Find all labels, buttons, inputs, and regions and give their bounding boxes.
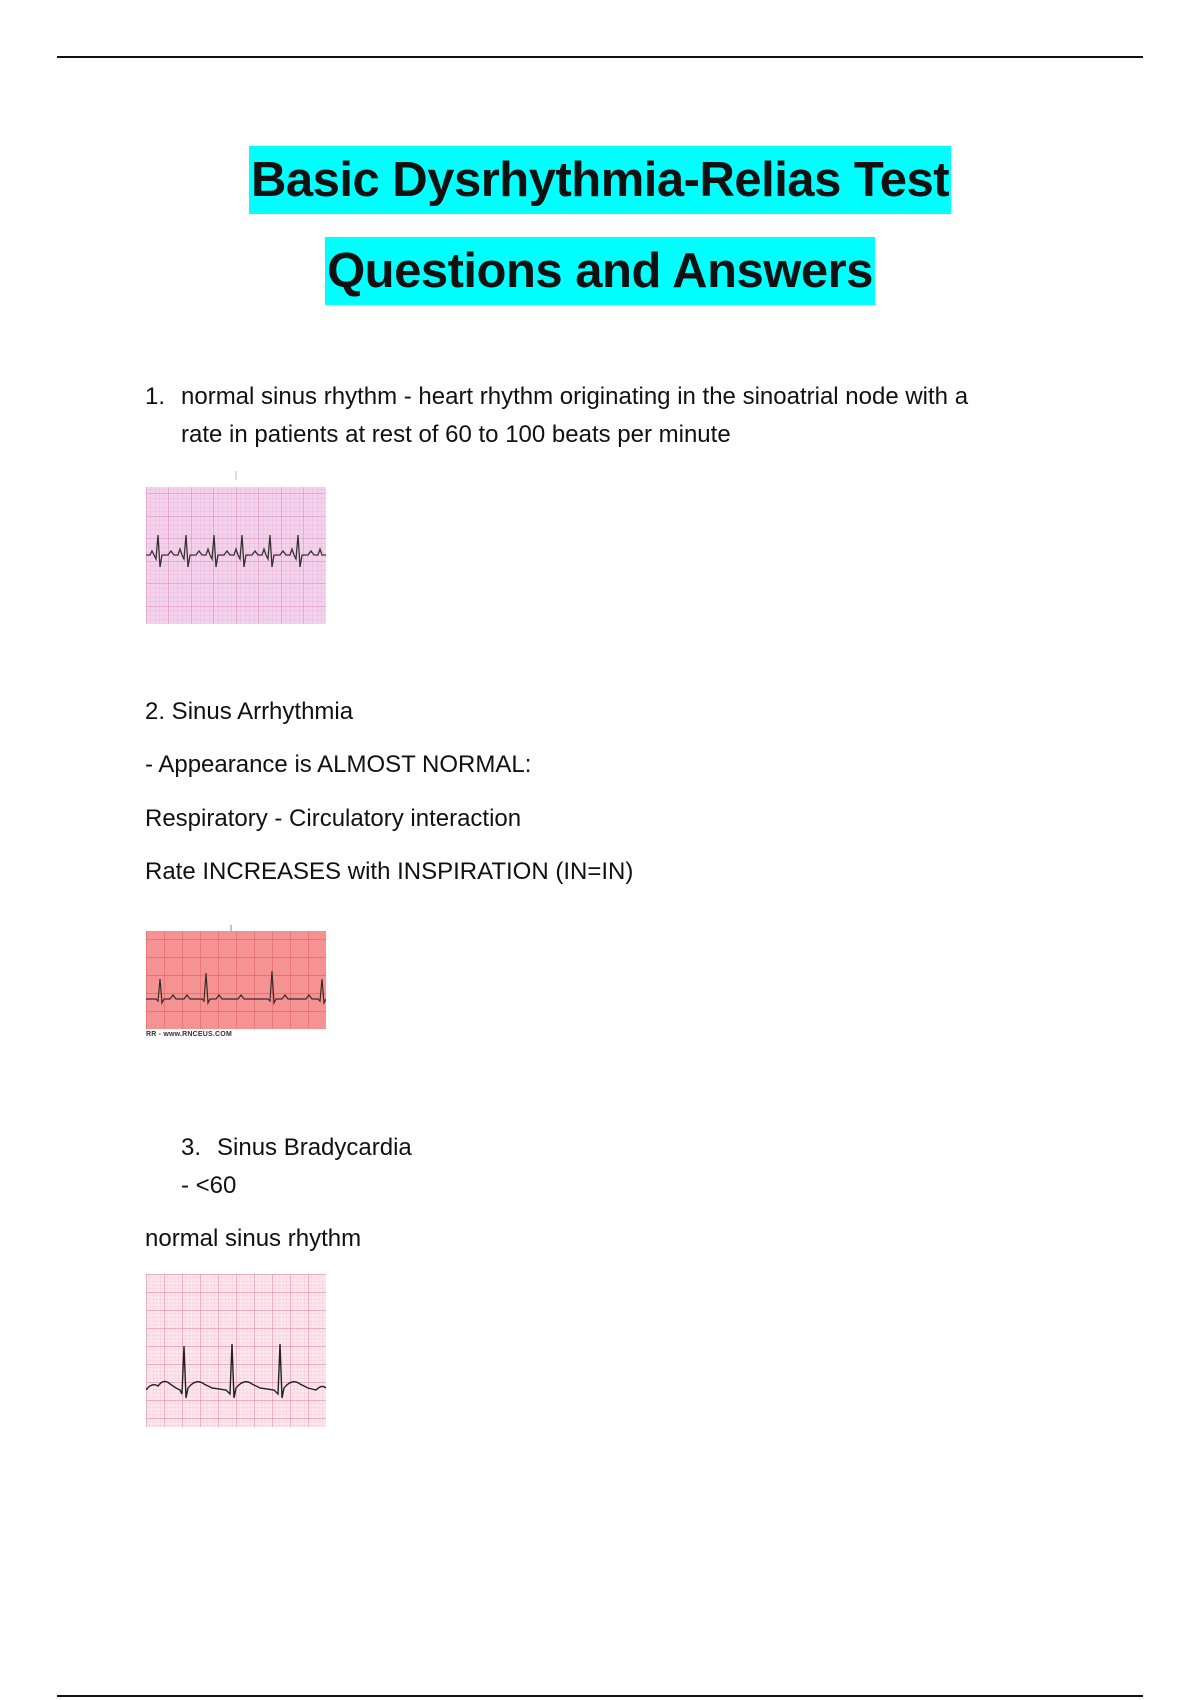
page-title-part-2: Questions and Answers <box>325 237 875 305</box>
item-3-number: 3. <box>181 1134 202 1161</box>
footer-rule <box>57 1695 1143 1697</box>
item-3-line-1: - <60 <box>181 1172 237 1199</box>
item-2-heading: 2. Sinus Arrhythmia <box>145 698 354 725</box>
ecg-strip-normal-sinus-icon <box>146 471 326 624</box>
item-2-line-3: Rate INCREASES with INSPIRATION (IN=IN) <box>145 858 634 885</box>
ecg-strip-sinus-bradycardia-icon <box>146 1274 326 1427</box>
item-1-number: 1. <box>145 383 166 410</box>
strip-caption: RR - www.RNCEUS.COM <box>146 1031 232 1038</box>
item-3-heading-line <box>181 1129 412 1167</box>
title-line-1 <box>0 146 1200 214</box>
item-2-line-2: Respiratory - Circulatory interaction <box>145 805 522 832</box>
item-3-line-2: normal sinus rhythm <box>145 1225 362 1252</box>
item-1-text-2: rate in patients at rest of 60 to 100 beats per minute <box>181 421 731 448</box>
item-2-line-1: - Appearance is ALMOST NORMAL: <box>145 751 532 778</box>
title-line-2 <box>0 237 1200 305</box>
item-1-line-1 <box>145 378 968 416</box>
item-1-text-1: normal sinus rhythm - heart rhythm originating in the sinoatrial node with a <box>181 383 969 410</box>
header-rule <box>57 56 1143 58</box>
item-3-heading: Sinus Bradycardia <box>217 1134 412 1161</box>
ecg-strip-sinus-arrhythmia-icon <box>146 921 326 1029</box>
page-title-part-1: Basic Dysrhythmia-Relias Test <box>249 146 951 214</box>
